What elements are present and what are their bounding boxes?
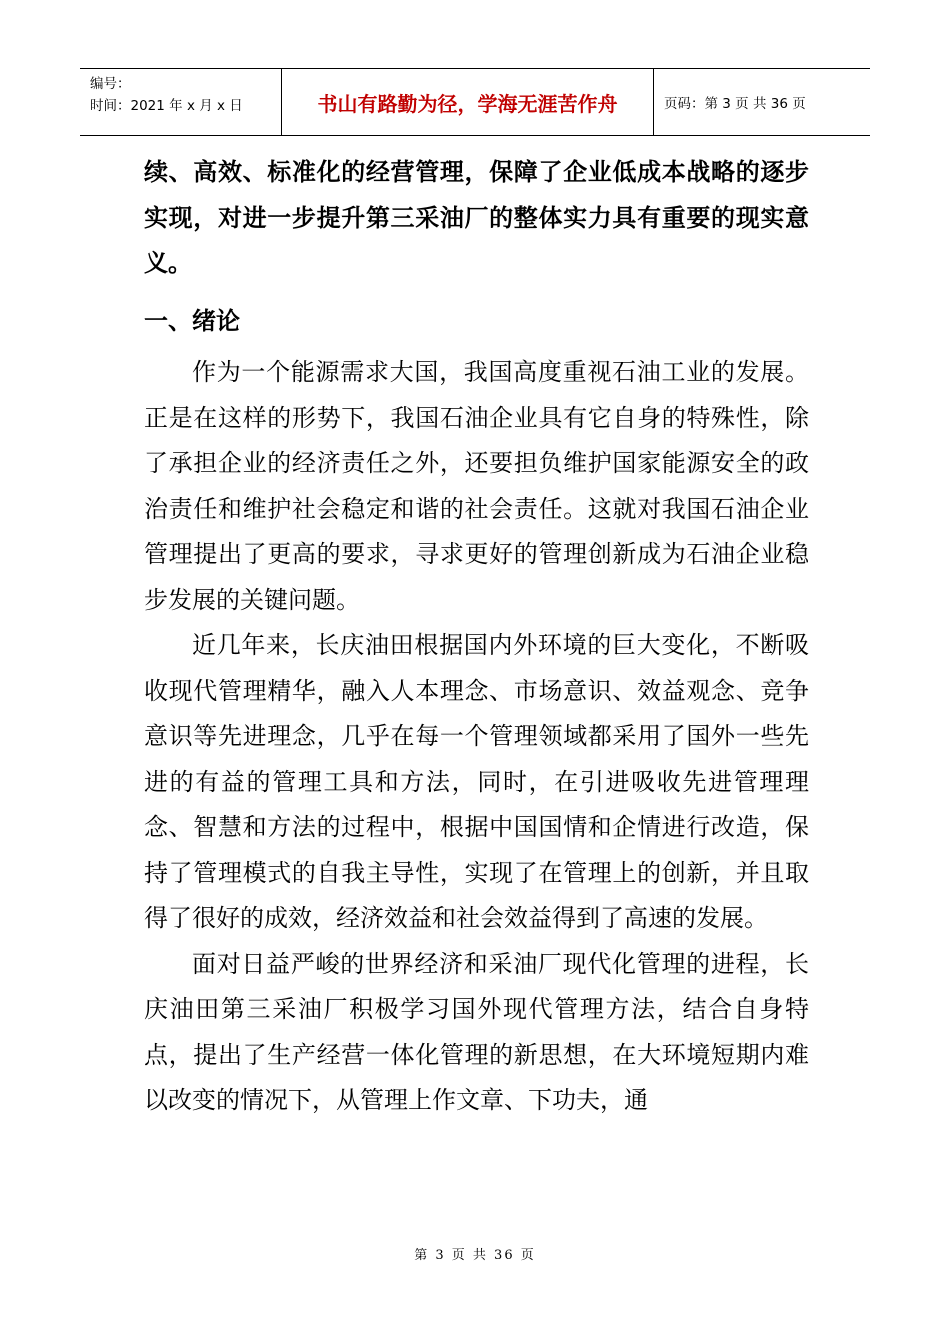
body-paragraph-2: 近几年来，长庆油田根据国内外环境的巨大变化，不断吸收现代管理精华，融入人本理念、市场意识、效益观念、竞争意识等先进理念，几乎在每一个管理领域都采用了国外一些先进的有益的管理工具和方法，同时，在引进吸收先进管理理念、智慧和方法的过程中，根据中国国情和企情进行改造，保持了管理模式的自我主导性，实现了在管理上的创新，并且取得了很好的成效，经济效益和社会效益得到了高速的发展。 (144, 631, 809, 932)
body-paragraph-3: 面对日益严峻的世界经济和采油厂现代化管理的进程，长庆油田第三采油厂积极学习国外现代管理方法，结合自身特点，提出了生产经营一体化管理的新思想，在大环境短期内难以改变的情况下，从管理上作文章、下功夫，通 (144, 949, 809, 1114)
intro-paragraph: 续、高效、标准化的经营管理，保障了企业低成本战略的逐步实现，对进一步提升第三采油厂的整体实力具有重要的现实意义。 (144, 158, 809, 277)
header-meta (80, 69, 282, 135)
document-date: 时间：2021 年 x 月 x 日 (90, 98, 243, 114)
page-footer: 第 3 页 共 36 页 (414, 1248, 536, 1263)
page-header (80, 68, 870, 136)
section-heading: 一、绪论 (144, 306, 240, 335)
document-body (144, 150, 809, 1124)
header-page-info: 页码：第 3 页 共 36 页 (664, 96, 806, 112)
document-number: 编号： (90, 76, 131, 92)
body-paragraph-1: 作为一个能源需求大国，我国高度重视石油工业的发展。正是在这样的形势下，我国石油企业具有它自身的特殊性，除了承担企业的经济责任之外，还要担负维护国家能源安全的政治责任和维护社会稳定和谐的社会责任。这就对我国石油企业管理提出了更高的要求，寻求更好的管理创新成为石油企业稳步发展的关键问题。 (144, 358, 809, 614)
header-motto: 书山有路勤为径，学海无涯苦作舟 (282, 69, 654, 135)
